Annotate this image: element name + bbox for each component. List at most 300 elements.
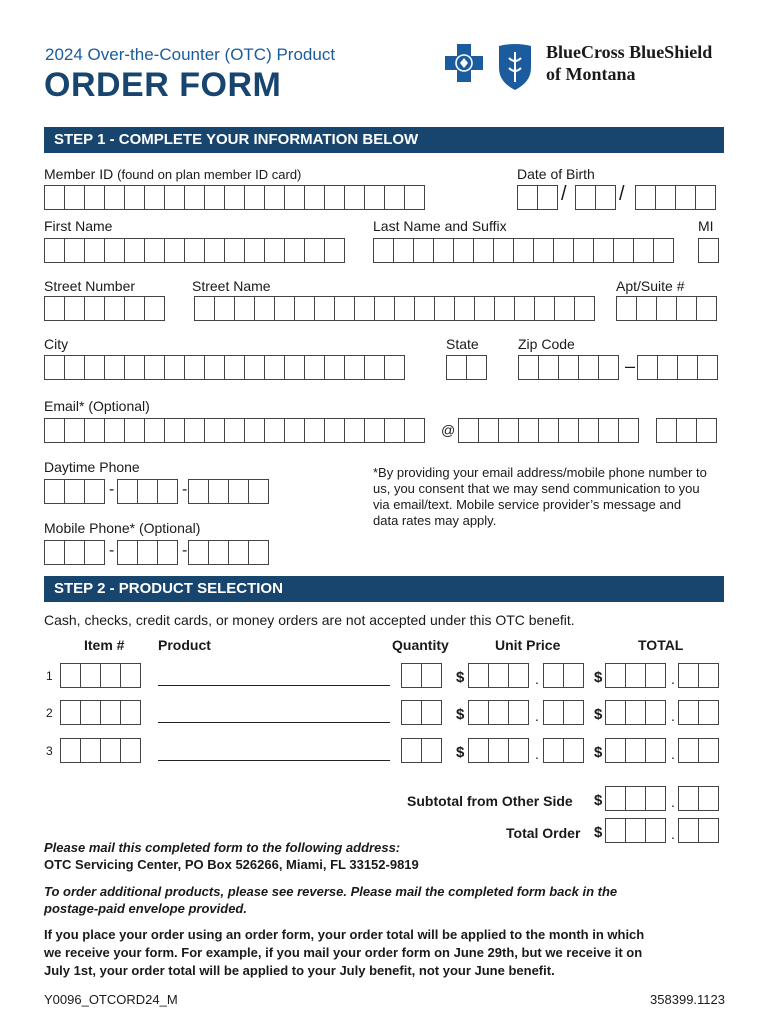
char-box[interactable] [656, 296, 677, 321]
char-box[interactable] [458, 418, 479, 443]
col-unit-price-header: Unit Price [495, 637, 561, 653]
unit-price-cents[interactable] [543, 663, 583, 688]
char-box[interactable] [64, 418, 85, 443]
dob-slash-1: / [561, 183, 567, 205]
currency-sign: $ [594, 792, 603, 809]
member-id-field[interactable] [44, 185, 424, 210]
char-box[interactable] [120, 663, 141, 688]
char-box[interactable] [254, 296, 275, 321]
char-box[interactable] [80, 700, 101, 725]
char-box[interactable] [104, 355, 125, 380]
char-box[interactable] [244, 355, 265, 380]
char-box[interactable] [104, 296, 125, 321]
char-box[interactable] [421, 700, 442, 725]
char-box[interactable] [498, 418, 519, 443]
char-box[interactable] [44, 355, 65, 380]
char-box[interactable] [553, 238, 574, 263]
quantity-field[interactable] [401, 663, 441, 688]
total-dollars[interactable] [605, 700, 665, 725]
char-box[interactable] [164, 418, 185, 443]
char-box[interactable] [344, 355, 365, 380]
char-box[interactable] [144, 238, 165, 263]
mobile-phone-area[interactable] [44, 540, 104, 565]
currency-sign: $ [594, 669, 603, 686]
char-box[interactable] [104, 185, 125, 210]
char-box[interactable] [284, 238, 305, 263]
char-box[interactable] [558, 418, 579, 443]
char-box[interactable] [645, 818, 666, 843]
char-box[interactable] [164, 355, 185, 380]
char-box[interactable] [384, 185, 405, 210]
col-quantity-header: Quantity [392, 637, 449, 653]
unit-price-cents[interactable] [543, 738, 583, 763]
total-order-cents[interactable] [678, 818, 718, 843]
char-box[interactable] [60, 700, 81, 725]
char-box[interactable] [64, 296, 85, 321]
char-box[interactable] [698, 818, 719, 843]
quantity-field[interactable] [401, 700, 441, 725]
char-box[interactable] [124, 418, 145, 443]
char-box[interactable] [60, 738, 81, 763]
unit-price-dollars[interactable] [468, 738, 528, 763]
char-box[interactable] [454, 296, 475, 321]
char-box[interactable] [84, 185, 105, 210]
char-box[interactable] [605, 700, 626, 725]
quantity-field[interactable] [401, 738, 441, 763]
char-box[interactable] [537, 185, 558, 210]
street-name-label: Street Name [192, 278, 271, 294]
char-box[interactable] [605, 786, 626, 811]
char-box[interactable] [655, 185, 676, 210]
char-box[interactable] [334, 296, 355, 321]
char-box[interactable] [194, 296, 215, 321]
char-box[interactable] [100, 663, 121, 688]
city-label: City [44, 336, 69, 352]
dob-label: Date of Birth [517, 166, 595, 182]
char-box[interactable] [468, 700, 489, 725]
char-box[interactable] [468, 663, 489, 688]
char-box[interactable] [188, 540, 209, 565]
char-box[interactable] [304, 418, 325, 443]
zip-ext-field[interactable] [637, 355, 717, 380]
char-box[interactable] [184, 355, 205, 380]
char-box[interactable] [653, 238, 674, 263]
decimal-point: . [671, 708, 675, 724]
char-box[interactable] [100, 738, 121, 763]
char-box[interactable] [538, 418, 559, 443]
char-box[interactable] [675, 185, 696, 210]
char-box[interactable] [224, 418, 245, 443]
char-box[interactable] [645, 786, 666, 811]
char-box[interactable] [44, 418, 65, 443]
char-box[interactable] [144, 355, 165, 380]
char-box[interactable] [421, 738, 442, 763]
char-box[interactable] [204, 355, 225, 380]
char-box[interactable] [144, 418, 165, 443]
char-box[interactable] [84, 418, 105, 443]
char-box[interactable] [384, 418, 405, 443]
char-box[interactable] [404, 185, 425, 210]
char-box[interactable] [204, 418, 225, 443]
char-box[interactable] [433, 238, 454, 263]
char-box[interactable] [224, 238, 245, 263]
char-box[interactable] [676, 418, 697, 443]
step1-heading: STEP 1 - COMPLETE YOUR INFORMATION BELOW [44, 127, 724, 153]
first-name-label: First Name [44, 218, 113, 234]
unit-price-dollars[interactable] [468, 700, 528, 725]
char-box[interactable] [508, 663, 529, 688]
char-box[interactable] [563, 738, 584, 763]
char-box[interactable] [625, 738, 646, 763]
total-dollars[interactable] [605, 738, 665, 763]
unit-price-cents[interactable] [543, 700, 583, 725]
char-box[interactable] [84, 479, 105, 504]
char-box[interactable] [401, 700, 422, 725]
document-number: 358399.1123 [650, 992, 725, 1007]
char-box[interactable] [493, 238, 514, 263]
char-box[interactable] [344, 185, 365, 210]
char-box[interactable] [80, 738, 101, 763]
char-box[interactable] [543, 738, 564, 763]
mi-field[interactable] [698, 238, 718, 263]
subtotal-dollars[interactable] [605, 786, 665, 811]
char-box[interactable] [157, 479, 178, 504]
char-box[interactable] [543, 700, 564, 725]
char-box[interactable] [625, 818, 646, 843]
char-box[interactable] [164, 185, 185, 210]
email-label: Email* (Optional) [44, 398, 150, 414]
unit-price-dollars[interactable] [468, 663, 528, 688]
char-box[interactable] [578, 418, 599, 443]
state-field[interactable] [446, 355, 486, 380]
char-box[interactable] [284, 418, 305, 443]
char-box[interactable] [84, 355, 105, 380]
row-number: 3 [46, 744, 53, 758]
char-box[interactable] [364, 185, 385, 210]
char-box[interactable] [244, 185, 265, 210]
item-number-field[interactable] [60, 663, 140, 688]
dob-day-field[interactable] [575, 185, 615, 210]
char-box[interactable] [421, 663, 442, 688]
char-box[interactable] [494, 296, 515, 321]
char-box[interactable] [294, 296, 315, 321]
item-number-field[interactable] [60, 700, 140, 725]
char-box[interactable] [573, 238, 594, 263]
subtotal-cents[interactable] [678, 786, 718, 811]
consent-notice: *By providing your email address/mobile phone number to us, you consent that we may send communication to you via email/text. Mobile service provider’s message and data rates may apply. [373, 465, 707, 528]
char-box[interactable] [696, 296, 717, 321]
char-box[interactable] [625, 700, 646, 725]
char-box[interactable] [374, 296, 395, 321]
char-box[interactable] [645, 663, 666, 688]
char-box[interactable] [144, 296, 165, 321]
char-box[interactable] [208, 540, 229, 565]
street-number-label: Street Number [44, 278, 136, 294]
char-box[interactable] [274, 296, 295, 321]
char-box[interactable] [645, 700, 666, 725]
char-box[interactable] [304, 185, 325, 210]
char-box[interactable] [478, 418, 499, 443]
daytime-phone-line[interactable] [188, 479, 268, 504]
char-box[interactable] [60, 663, 81, 688]
char-box[interactable] [595, 185, 616, 210]
char-box[interactable] [625, 663, 646, 688]
char-box[interactable] [80, 663, 101, 688]
apt-label: Apt/Suite # [616, 278, 685, 294]
char-box[interactable] [157, 540, 178, 565]
char-box[interactable] [137, 479, 158, 504]
char-box[interactable] [605, 738, 626, 763]
char-box[interactable] [401, 738, 422, 763]
product-line[interactable] [158, 760, 390, 761]
char-box[interactable] [373, 238, 394, 263]
char-box[interactable] [563, 663, 584, 688]
char-box[interactable] [518, 355, 539, 380]
char-box[interactable] [44, 540, 65, 565]
char-box[interactable] [324, 355, 345, 380]
first-name-field[interactable] [44, 238, 344, 263]
char-box[interactable] [698, 700, 719, 725]
char-box[interactable] [394, 296, 415, 321]
col-product-header: Product [158, 637, 211, 653]
char-box[interactable] [618, 418, 639, 443]
char-box[interactable] [124, 238, 145, 263]
char-box[interactable] [324, 185, 345, 210]
char-box[interactable] [224, 185, 245, 210]
state-label: State [446, 336, 479, 352]
char-box[interactable] [593, 238, 614, 263]
char-box[interactable] [678, 818, 699, 843]
char-box[interactable] [677, 355, 698, 380]
char-box[interactable] [517, 185, 538, 210]
char-box[interactable] [543, 663, 564, 688]
char-box[interactable] [204, 238, 225, 263]
product-line[interactable] [158, 685, 390, 686]
char-box[interactable] [208, 479, 229, 504]
char-box[interactable] [414, 296, 435, 321]
daytime-phone-area[interactable] [44, 479, 104, 504]
char-box[interactable] [513, 238, 534, 263]
char-box[interactable] [508, 700, 529, 725]
char-box[interactable] [514, 296, 535, 321]
char-box[interactable] [518, 418, 539, 443]
char-box[interactable] [324, 238, 345, 263]
last-name-field[interactable] [373, 238, 673, 263]
char-box[interactable] [264, 185, 285, 210]
char-box[interactable] [636, 296, 657, 321]
char-box[interactable] [214, 296, 235, 321]
char-box[interactable] [64, 355, 85, 380]
char-box[interactable] [64, 238, 85, 263]
char-box[interactable] [344, 418, 365, 443]
char-box[interactable] [44, 296, 65, 321]
char-box[interactable] [678, 663, 699, 688]
char-box[interactable] [44, 185, 65, 210]
dob-month-field[interactable] [517, 185, 557, 210]
char-box[interactable] [124, 355, 145, 380]
char-box[interactable] [120, 738, 141, 763]
char-box[interactable] [637, 355, 658, 380]
char-box[interactable] [184, 418, 205, 443]
char-box[interactable] [384, 355, 405, 380]
char-box[interactable] [676, 296, 697, 321]
char-box[interactable] [204, 185, 225, 210]
char-box[interactable] [104, 418, 125, 443]
email-tld-field[interactable] [656, 418, 716, 443]
char-box[interactable] [124, 296, 145, 321]
apt-field[interactable] [616, 296, 716, 321]
char-box[interactable] [224, 355, 245, 380]
char-box[interactable] [100, 700, 121, 725]
char-box[interactable] [635, 185, 656, 210]
char-box[interactable] [698, 238, 719, 263]
char-box[interactable] [284, 355, 305, 380]
char-box[interactable] [64, 479, 85, 504]
char-box[interactable] [44, 479, 65, 504]
char-box[interactable] [234, 296, 255, 321]
char-box[interactable] [64, 540, 85, 565]
char-box[interactable] [558, 355, 579, 380]
char-box[interactable] [84, 238, 105, 263]
char-box[interactable] [657, 355, 678, 380]
char-box[interactable] [264, 355, 285, 380]
char-box[interactable] [574, 296, 595, 321]
char-box[interactable] [144, 185, 165, 210]
char-box[interactable] [434, 296, 455, 321]
char-box[interactable] [605, 818, 626, 843]
char-box[interactable] [264, 238, 285, 263]
char-box[interactable] [228, 479, 249, 504]
char-box[interactable] [117, 540, 138, 565]
mail-address: OTC Servicing Center, PO Box 526266, Miami, FL 33152-9819 [44, 857, 419, 872]
char-box[interactable] [533, 238, 554, 263]
email-user-field[interactable] [44, 418, 424, 443]
char-box[interactable] [474, 296, 495, 321]
char-box[interactable] [120, 700, 141, 725]
char-box[interactable] [534, 296, 555, 321]
char-box[interactable] [656, 418, 677, 443]
zip-field[interactable] [518, 355, 618, 380]
char-box[interactable] [698, 738, 719, 763]
city-field[interactable] [44, 355, 404, 380]
dob-year-field[interactable] [635, 185, 715, 210]
char-box[interactable] [84, 540, 105, 565]
char-box[interactable] [364, 355, 385, 380]
char-box[interactable] [244, 238, 265, 263]
char-box[interactable] [645, 738, 666, 763]
char-box[interactable] [184, 185, 205, 210]
char-box[interactable] [248, 479, 269, 504]
char-box[interactable] [446, 355, 467, 380]
char-box[interactable] [184, 238, 205, 263]
mobile-phone-prefix[interactable] [117, 540, 177, 565]
char-box[interactable] [698, 663, 719, 688]
char-box[interactable] [304, 355, 325, 380]
char-box[interactable] [616, 296, 637, 321]
payment-notice: Cash, checks, credit cards, or money orders are not accepted under this OTC benefit. [44, 612, 575, 628]
char-box[interactable] [64, 185, 85, 210]
char-box[interactable] [578, 355, 599, 380]
char-box[interactable] [244, 418, 265, 443]
char-box[interactable] [678, 786, 699, 811]
char-box[interactable] [488, 663, 509, 688]
char-box[interactable] [413, 238, 434, 263]
char-box[interactable] [44, 238, 65, 263]
total-order-dollars[interactable] [605, 818, 665, 843]
char-box[interactable] [598, 418, 619, 443]
char-box[interactable] [678, 700, 699, 725]
member-id-label-text: Member ID [44, 166, 114, 182]
char-box[interactable] [508, 738, 529, 763]
total-cents[interactable] [678, 738, 718, 763]
char-box[interactable] [248, 540, 269, 565]
char-box[interactable] [124, 185, 145, 210]
total-cents[interactable] [678, 700, 718, 725]
currency-sign: $ [594, 706, 603, 723]
char-box[interactable] [84, 296, 105, 321]
char-box[interactable] [488, 738, 509, 763]
item-number-field[interactable] [60, 738, 140, 763]
char-box[interactable] [563, 700, 584, 725]
street-number-field[interactable] [44, 296, 164, 321]
char-box[interactable] [401, 663, 422, 688]
page-title: ORDER FORM [44, 66, 282, 104]
char-box[interactable] [104, 238, 125, 263]
char-box[interactable] [575, 185, 596, 210]
decimal-point: . [535, 746, 539, 762]
char-box[interactable] [678, 738, 699, 763]
char-box[interactable] [625, 786, 646, 811]
char-box[interactable] [554, 296, 575, 321]
char-box[interactable] [404, 418, 425, 443]
char-box[interactable] [605, 663, 626, 688]
char-box[interactable] [324, 418, 345, 443]
email-domain-field[interactable] [458, 418, 638, 443]
char-box[interactable] [613, 238, 634, 263]
char-box[interactable] [538, 355, 559, 380]
char-box[interactable] [473, 238, 494, 263]
daytime-phone-prefix[interactable] [117, 479, 177, 504]
char-box[interactable] [304, 238, 325, 263]
char-box[interactable] [264, 418, 285, 443]
char-box[interactable] [466, 355, 487, 380]
char-box[interactable] [696, 418, 717, 443]
char-box[interactable] [284, 185, 305, 210]
char-box[interactable] [188, 479, 209, 504]
char-box[interactable] [488, 700, 509, 725]
char-box[interactable] [364, 418, 385, 443]
char-box[interactable] [453, 238, 474, 263]
street-name-field[interactable] [194, 296, 594, 321]
char-box[interactable] [228, 540, 249, 565]
char-box[interactable] [117, 479, 138, 504]
char-box[interactable] [468, 738, 489, 763]
mobile-phone-line[interactable] [188, 540, 268, 565]
char-box[interactable] [164, 238, 185, 263]
char-box[interactable] [354, 296, 375, 321]
char-box[interactable] [695, 185, 716, 210]
char-box[interactable] [137, 540, 158, 565]
char-box[interactable] [633, 238, 654, 263]
char-box[interactable] [698, 786, 719, 811]
total-cents[interactable] [678, 663, 718, 688]
char-box[interactable] [393, 238, 414, 263]
char-box[interactable] [697, 355, 718, 380]
product-line[interactable] [158, 722, 390, 723]
total-dollars[interactable] [605, 663, 665, 688]
char-box[interactable] [598, 355, 619, 380]
char-box[interactable] [314, 296, 335, 321]
